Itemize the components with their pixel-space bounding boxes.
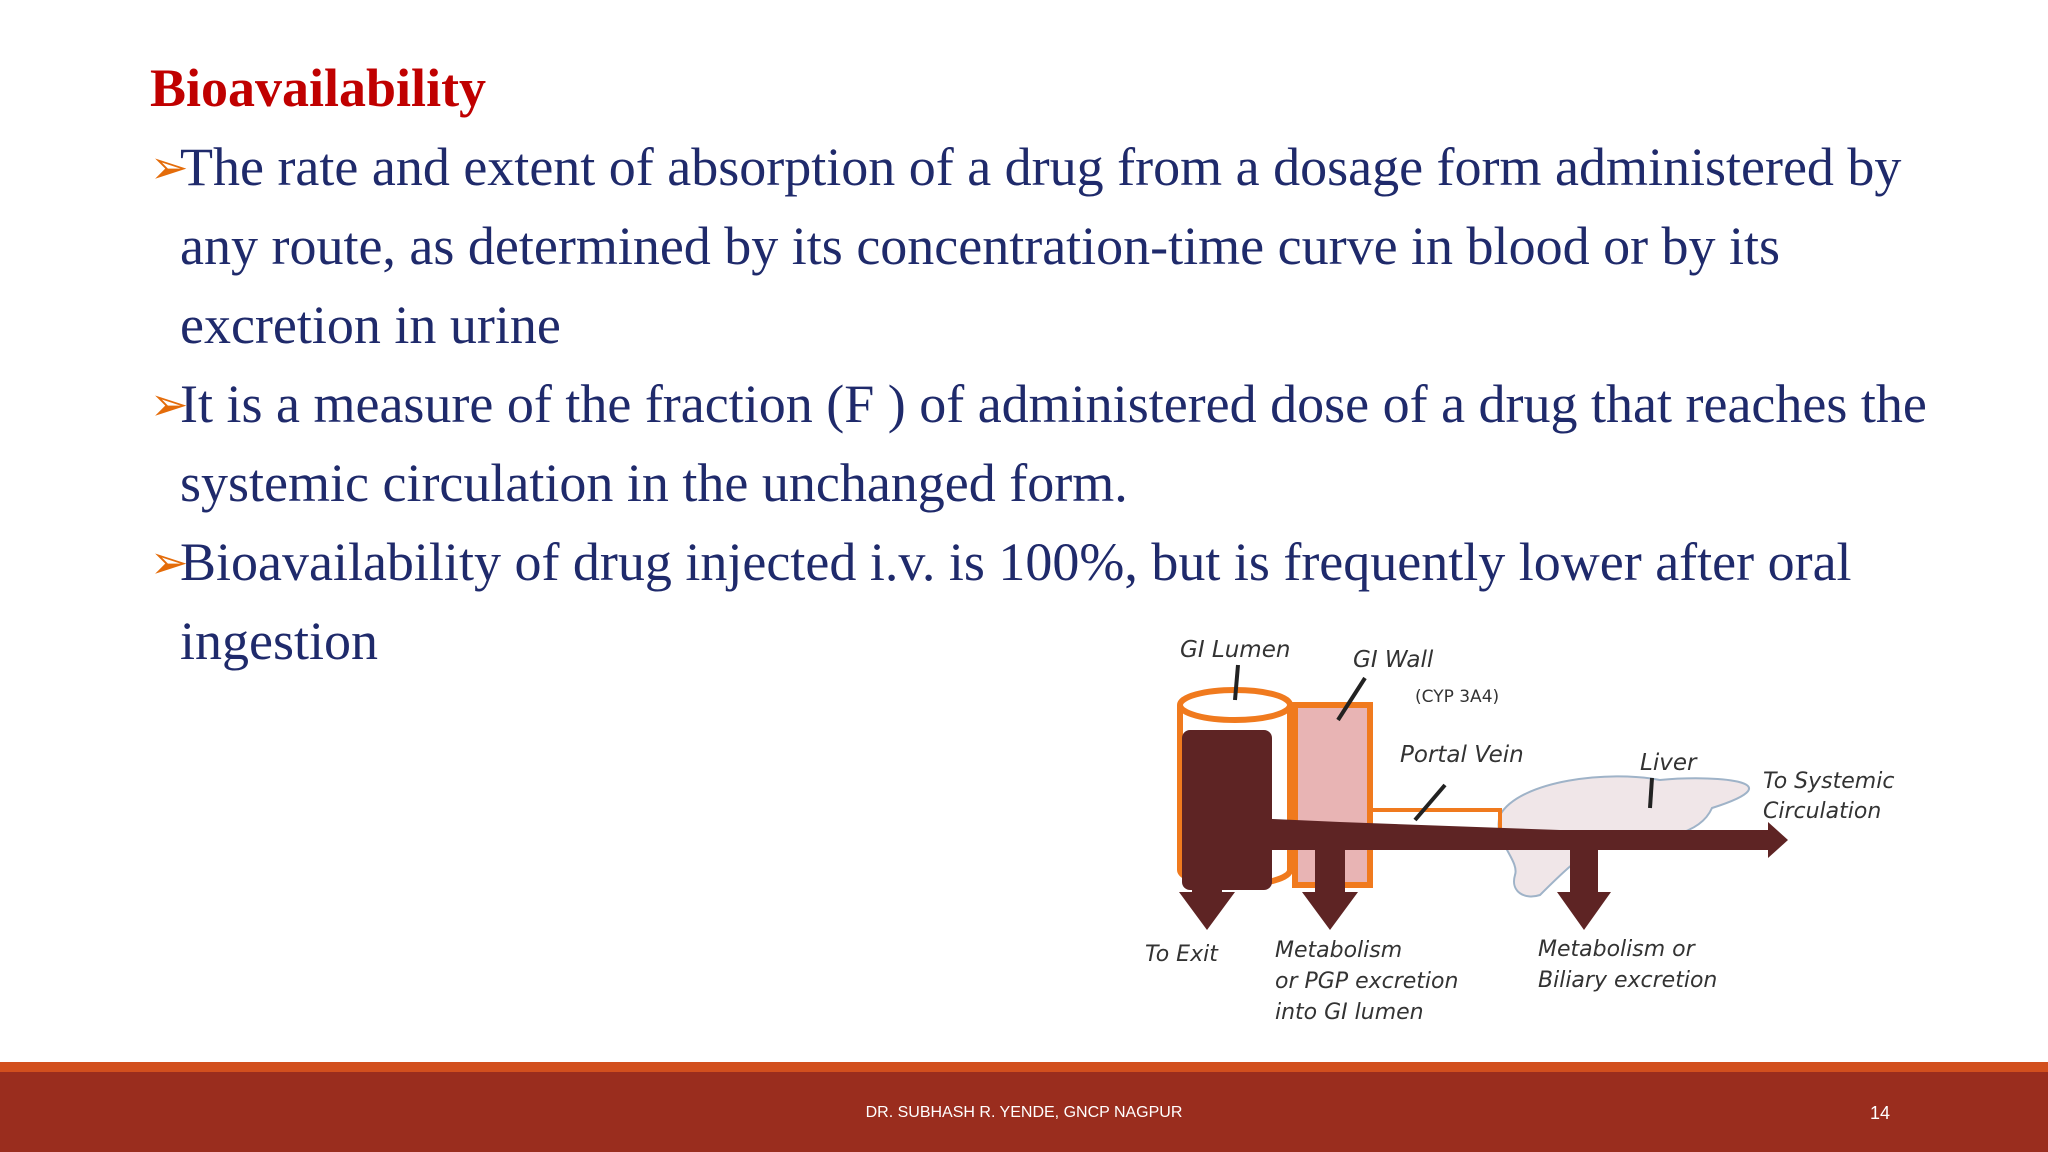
to-systemic-label-line1: To Systemic [1763, 769, 1895, 794]
arrow-bullet-icon: ➢ [150, 140, 189, 194]
bullet-item [150, 128, 1950, 365]
gi-metabolism-label-line3: into GI lumen [1275, 1000, 1424, 1025]
bioavailability-diagram [1140, 630, 1920, 1040]
bullet-list [150, 128, 1950, 681]
portal-vein-label: Portal Vein [1400, 742, 1524, 768]
gi-metabolism-label-line1: Metabolism [1275, 938, 1403, 963]
slide-title: Bioavailability [150, 58, 487, 118]
drug-pathway-illustration [1140, 630, 1920, 1040]
liver-metabolism-label-line2: Biliary excretion [1538, 968, 1718, 993]
cyp-label: (CYP 3A4) [1415, 687, 1500, 707]
arrow-bullet-icon: ➢ [150, 377, 189, 431]
bullet-text: It is a measure of the fraction (F ) of administered dose of a drug that reaches the systemic circulation in the unchanged form. [180, 374, 1927, 513]
liver-metabolism-label-line1: Metabolism or [1538, 937, 1695, 962]
bullet-text: The rate and extent of absorption of a drug from a dosage form administered by any route, as determined by its concentration-time curve in blood or by its excretion in urine [180, 137, 1902, 355]
gi-lumen-label: GI Lumen [1180, 637, 1291, 663]
gi-wall-label: GI Wall [1353, 647, 1434, 673]
bullet-item [150, 365, 1950, 523]
liver-pointer [1650, 778, 1652, 808]
arrow-bullet-icon: ➢ [150, 535, 189, 589]
footer-author: DR. SUBHASH R. YENDE, GNCP NAGPUR [865, 1104, 1183, 1121]
page-number: 14 [1869, 1103, 1890, 1123]
to-systemic-label-line2: Circulation [1763, 799, 1882, 824]
to-exit-label: To Exit [1145, 942, 1218, 967]
gi-metabolism-label-line2: or PGP excretion [1275, 969, 1459, 994]
liver-label: Liver [1640, 750, 1697, 776]
portal-vein-pointer [1415, 785, 1445, 820]
bullet-text: Bioavailability of drug injected i.v. is 100%, but is frequently lower after oral ingestion [180, 532, 1852, 671]
